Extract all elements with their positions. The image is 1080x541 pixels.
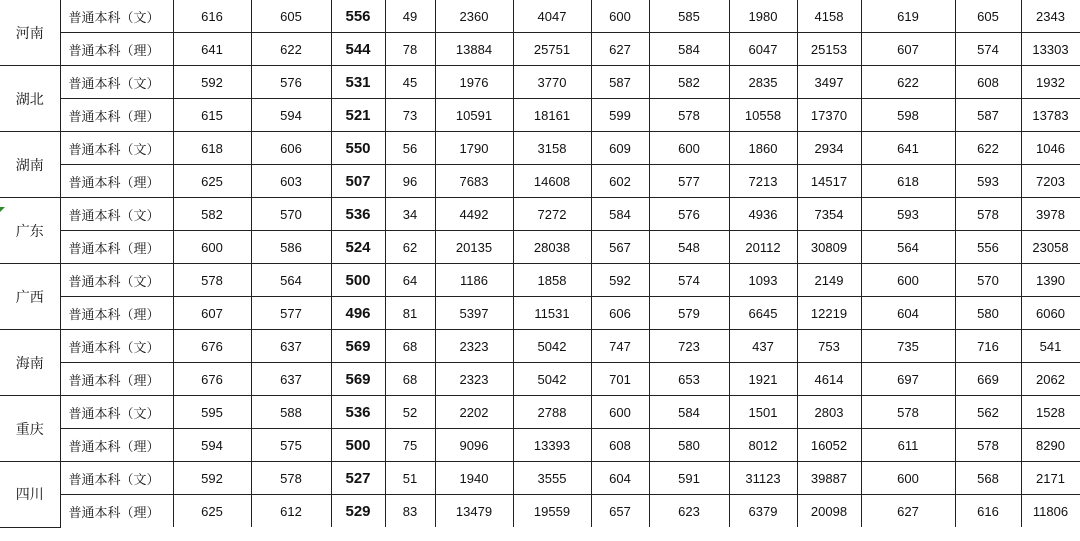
control-line-cell: 507 [331, 165, 385, 198]
category-cell: 普通本科（文） [60, 396, 173, 429]
category-cell: 普通本科（理） [60, 495, 173, 528]
value-cell: 1501 [729, 396, 797, 429]
value-cell: 600 [591, 0, 649, 33]
value-cell: 602 [591, 165, 649, 198]
value-cell: 4158 [797, 0, 861, 33]
value-cell: 1093 [729, 264, 797, 297]
province-cell: 广东 [0, 198, 60, 264]
table-row [0, 462, 1080, 495]
control-line-cell: 496 [331, 297, 385, 330]
value-cell: 588 [251, 396, 331, 429]
value-cell: 68 [385, 363, 435, 396]
value-cell: 4492 [435, 198, 513, 231]
value-cell: 62 [385, 231, 435, 264]
value-cell: 81 [385, 297, 435, 330]
value-cell: 607 [173, 297, 251, 330]
value-cell: 18161 [513, 99, 591, 132]
value-cell: 625 [173, 165, 251, 198]
value-cell: 657 [591, 495, 649, 528]
table-row [0, 429, 1080, 462]
province-cell: 广西 [0, 264, 60, 330]
value-cell: 20135 [435, 231, 513, 264]
category-cell: 普通本科（理） [60, 363, 173, 396]
value-cell: 10591 [435, 99, 513, 132]
value-cell: 637 [251, 363, 331, 396]
value-cell: 1858 [513, 264, 591, 297]
table-row [0, 198, 1080, 231]
value-cell: 653 [649, 363, 729, 396]
control-line-cell: 536 [331, 396, 385, 429]
value-cell: 10558 [729, 99, 797, 132]
cell-corner-marker [0, 207, 5, 212]
value-cell: 541 [1021, 330, 1080, 363]
value-cell: 570 [251, 198, 331, 231]
value-cell: 605 [955, 0, 1021, 33]
value-cell: 576 [251, 66, 331, 99]
value-cell: 616 [173, 0, 251, 33]
value-cell: 19559 [513, 495, 591, 528]
value-cell: 1932 [1021, 66, 1080, 99]
table-row [0, 0, 1080, 33]
control-line-cell: 524 [331, 231, 385, 264]
value-cell: 593 [861, 198, 955, 231]
value-cell: 600 [861, 264, 955, 297]
value-cell: 1528 [1021, 396, 1080, 429]
value-cell: 592 [173, 66, 251, 99]
value-cell: 12219 [797, 297, 861, 330]
table-row [0, 33, 1080, 66]
category-cell: 普通本科（文） [60, 264, 173, 297]
value-cell: 7683 [435, 165, 513, 198]
value-cell: 7354 [797, 198, 861, 231]
value-cell: 604 [861, 297, 955, 330]
value-cell: 2343 [1021, 0, 1080, 33]
category-cell: 普通本科（文） [60, 462, 173, 495]
value-cell: 587 [955, 99, 1021, 132]
value-cell: 584 [591, 198, 649, 231]
value-cell: 3770 [513, 66, 591, 99]
value-cell: 20112 [729, 231, 797, 264]
value-cell: 7203 [1021, 165, 1080, 198]
value-cell: 594 [173, 429, 251, 462]
value-cell: 2323 [435, 330, 513, 363]
value-cell: 600 [591, 396, 649, 429]
value-cell: 5042 [513, 330, 591, 363]
table-row [0, 363, 1080, 396]
control-line-cell: 556 [331, 0, 385, 33]
value-cell: 23058 [1021, 231, 1080, 264]
value-cell: 3555 [513, 462, 591, 495]
value-cell: 11806 [1021, 495, 1080, 528]
table-row [0, 396, 1080, 429]
value-cell: 609 [591, 132, 649, 165]
value-cell: 627 [591, 33, 649, 66]
value-cell: 2062 [1021, 363, 1080, 396]
value-cell: 564 [861, 231, 955, 264]
value-cell: 1980 [729, 0, 797, 33]
category-cell: 普通本科（理） [60, 99, 173, 132]
value-cell: 592 [591, 264, 649, 297]
value-cell: 556 [955, 231, 1021, 264]
value-cell: 612 [251, 495, 331, 528]
value-cell: 592 [173, 462, 251, 495]
value-cell: 676 [173, 330, 251, 363]
value-cell: 6060 [1021, 297, 1080, 330]
value-cell: 34 [385, 198, 435, 231]
value-cell: 641 [861, 132, 955, 165]
value-cell: 580 [649, 429, 729, 462]
value-cell: 578 [955, 198, 1021, 231]
value-cell: 11531 [513, 297, 591, 330]
category-cell: 普通本科（理） [60, 231, 173, 264]
category-cell: 普通本科（文） [60, 66, 173, 99]
value-cell: 4047 [513, 0, 591, 33]
value-cell: 4614 [797, 363, 861, 396]
category-cell: 普通本科（理） [60, 297, 173, 330]
value-cell: 6645 [729, 297, 797, 330]
value-cell: 600 [173, 231, 251, 264]
value-cell: 582 [173, 198, 251, 231]
value-cell: 2934 [797, 132, 861, 165]
table-row [0, 66, 1080, 99]
value-cell: 20098 [797, 495, 861, 528]
province-cell: 重庆 [0, 396, 60, 462]
value-cell: 56 [385, 132, 435, 165]
value-cell: 606 [251, 132, 331, 165]
value-cell: 570 [955, 264, 1021, 297]
value-cell: 622 [251, 33, 331, 66]
value-cell: 1390 [1021, 264, 1080, 297]
value-cell: 83 [385, 495, 435, 528]
value-cell: 14608 [513, 165, 591, 198]
value-cell: 6047 [729, 33, 797, 66]
value-cell: 437 [729, 330, 797, 363]
value-cell: 600 [649, 132, 729, 165]
province-cell: 湖北 [0, 66, 60, 132]
value-cell: 579 [649, 297, 729, 330]
category-cell: 普通本科（理） [60, 429, 173, 462]
value-cell: 5042 [513, 363, 591, 396]
value-cell: 1860 [729, 132, 797, 165]
value-cell: 697 [861, 363, 955, 396]
control-line-cell: 569 [331, 330, 385, 363]
value-cell: 608 [955, 66, 1021, 99]
value-cell: 615 [173, 99, 251, 132]
value-cell: 7213 [729, 165, 797, 198]
category-cell: 普通本科（文） [60, 132, 173, 165]
table-row [0, 330, 1080, 363]
table-row [0, 297, 1080, 330]
value-cell: 587 [591, 66, 649, 99]
value-cell: 6379 [729, 495, 797, 528]
value-cell: 595 [173, 396, 251, 429]
value-cell: 2149 [797, 264, 861, 297]
value-cell: 2171 [1021, 462, 1080, 495]
value-cell: 3497 [797, 66, 861, 99]
value-cell: 7272 [513, 198, 591, 231]
value-cell: 1790 [435, 132, 513, 165]
province-cell: 四川 [0, 462, 60, 528]
value-cell: 3158 [513, 132, 591, 165]
value-cell: 619 [861, 0, 955, 33]
value-cell: 605 [251, 0, 331, 33]
value-cell: 578 [649, 99, 729, 132]
value-cell: 567 [591, 231, 649, 264]
table-row [0, 165, 1080, 198]
value-cell: 576 [649, 198, 729, 231]
value-cell: 8290 [1021, 429, 1080, 462]
value-cell: 599 [591, 99, 649, 132]
value-cell: 64 [385, 264, 435, 297]
value-cell: 8012 [729, 429, 797, 462]
value-cell: 735 [861, 330, 955, 363]
value-cell: 616 [955, 495, 1021, 528]
value-cell: 562 [955, 396, 1021, 429]
value-cell: 577 [251, 297, 331, 330]
value-cell: 747 [591, 330, 649, 363]
value-cell: 2803 [797, 396, 861, 429]
value-cell: 564 [251, 264, 331, 297]
value-cell: 598 [861, 99, 955, 132]
value-cell: 2360 [435, 0, 513, 33]
value-cell: 676 [173, 363, 251, 396]
value-cell: 2835 [729, 66, 797, 99]
control-line-cell: 531 [331, 66, 385, 99]
value-cell: 13479 [435, 495, 513, 528]
value-cell: 2202 [435, 396, 513, 429]
category-cell: 普通本科（文） [60, 198, 173, 231]
value-cell: 627 [861, 495, 955, 528]
control-line-cell: 550 [331, 132, 385, 165]
value-cell: 593 [955, 165, 1021, 198]
value-cell: 1186 [435, 264, 513, 297]
value-cell: 580 [955, 297, 1021, 330]
value-cell: 584 [649, 396, 729, 429]
table-row [0, 231, 1080, 264]
table-row [0, 99, 1080, 132]
value-cell: 622 [955, 132, 1021, 165]
value-cell: 608 [591, 429, 649, 462]
value-cell: 4936 [729, 198, 797, 231]
value-cell: 618 [861, 165, 955, 198]
value-cell: 603 [251, 165, 331, 198]
value-cell: 625 [173, 495, 251, 528]
value-cell: 25153 [797, 33, 861, 66]
province-cell: 湖南 [0, 132, 60, 198]
value-cell: 68 [385, 330, 435, 363]
value-cell: 585 [649, 0, 729, 33]
value-cell: 78 [385, 33, 435, 66]
province-cell: 河南 [0, 0, 60, 66]
value-cell: 16052 [797, 429, 861, 462]
value-cell: 623 [649, 495, 729, 528]
value-cell: 604 [591, 462, 649, 495]
value-cell: 1940 [435, 462, 513, 495]
value-cell: 578 [861, 396, 955, 429]
value-cell: 39887 [797, 462, 861, 495]
value-cell: 611 [861, 429, 955, 462]
value-cell: 2788 [513, 396, 591, 429]
value-cell: 96 [385, 165, 435, 198]
value-cell: 723 [649, 330, 729, 363]
value-cell: 618 [173, 132, 251, 165]
value-cell: 51 [385, 462, 435, 495]
control-line-cell: 527 [331, 462, 385, 495]
value-cell: 582 [649, 66, 729, 99]
value-cell: 31123 [729, 462, 797, 495]
value-cell: 1046 [1021, 132, 1080, 165]
value-cell: 574 [955, 33, 1021, 66]
value-cell: 600 [861, 462, 955, 495]
value-cell: 13783 [1021, 99, 1080, 132]
value-cell: 25751 [513, 33, 591, 66]
control-line-cell: 521 [331, 99, 385, 132]
value-cell: 641 [173, 33, 251, 66]
value-cell: 1921 [729, 363, 797, 396]
category-cell: 普通本科（文） [60, 0, 173, 33]
value-cell: 2323 [435, 363, 513, 396]
control-line-cell: 536 [331, 198, 385, 231]
value-cell: 9096 [435, 429, 513, 462]
value-cell: 607 [861, 33, 955, 66]
value-cell: 637 [251, 330, 331, 363]
value-cell: 578 [173, 264, 251, 297]
value-cell: 548 [649, 231, 729, 264]
value-cell: 701 [591, 363, 649, 396]
control-line-cell: 529 [331, 495, 385, 528]
value-cell: 52 [385, 396, 435, 429]
value-cell: 49 [385, 0, 435, 33]
value-cell: 5397 [435, 297, 513, 330]
value-cell: 45 [385, 66, 435, 99]
value-cell: 3978 [1021, 198, 1080, 231]
control-line-cell: 500 [331, 429, 385, 462]
value-cell: 28038 [513, 231, 591, 264]
control-line-cell: 569 [331, 363, 385, 396]
table-row [0, 132, 1080, 165]
value-cell: 753 [797, 330, 861, 363]
value-cell: 17370 [797, 99, 861, 132]
category-cell: 普通本科（理） [60, 33, 173, 66]
value-cell: 594 [251, 99, 331, 132]
province-cell: 海南 [0, 330, 60, 396]
category-cell: 普通本科（文） [60, 330, 173, 363]
value-cell: 1976 [435, 66, 513, 99]
value-cell: 591 [649, 462, 729, 495]
value-cell: 578 [955, 429, 1021, 462]
value-cell: 73 [385, 99, 435, 132]
category-cell: 普通本科（理） [60, 165, 173, 198]
value-cell: 13393 [513, 429, 591, 462]
table-row [0, 264, 1080, 297]
value-cell: 574 [649, 264, 729, 297]
control-line-cell: 500 [331, 264, 385, 297]
value-cell: 568 [955, 462, 1021, 495]
value-cell: 622 [861, 66, 955, 99]
table-row [0, 495, 1080, 528]
value-cell: 584 [649, 33, 729, 66]
control-line-cell: 544 [331, 33, 385, 66]
value-cell: 75 [385, 429, 435, 462]
value-cell: 578 [251, 462, 331, 495]
value-cell: 14517 [797, 165, 861, 198]
value-cell: 716 [955, 330, 1021, 363]
value-cell: 669 [955, 363, 1021, 396]
value-cell: 606 [591, 297, 649, 330]
value-cell: 586 [251, 231, 331, 264]
value-cell: 577 [649, 165, 729, 198]
value-cell: 13303 [1021, 33, 1080, 66]
value-cell: 575 [251, 429, 331, 462]
value-cell: 13884 [435, 33, 513, 66]
value-cell: 30809 [797, 231, 861, 264]
